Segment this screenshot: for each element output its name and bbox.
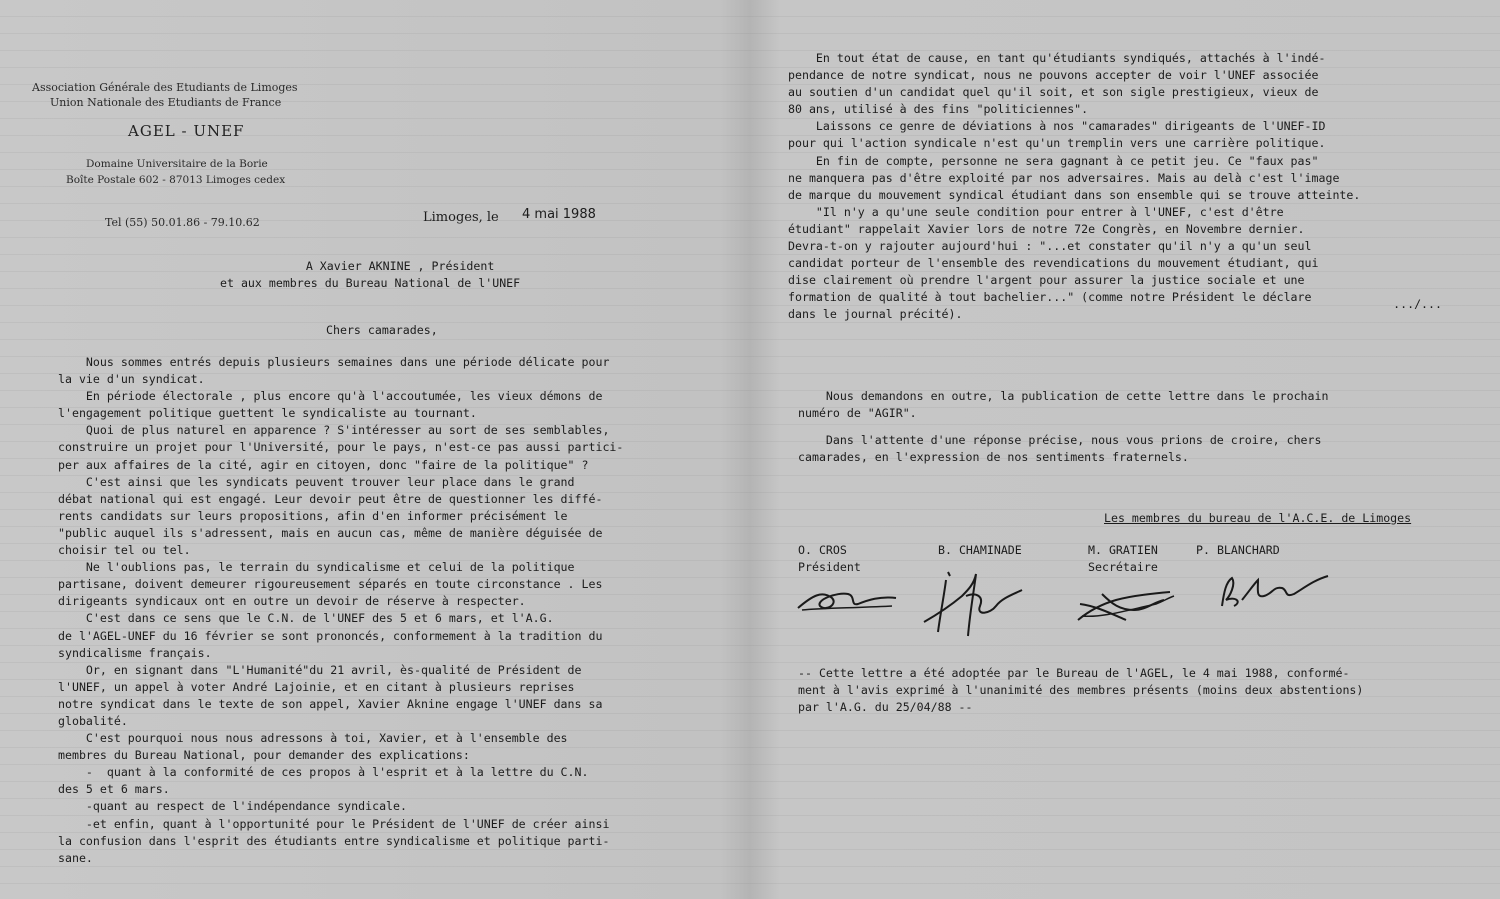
signature-blanchard [1214, 566, 1334, 616]
footnote-line: par l'A.G. du 25/04/88 -- [798, 700, 973, 715]
dateline-place: Limoges, le [423, 210, 499, 225]
body-line: -quant au respect de l'indépendance syndicale. [58, 799, 408, 814]
signatory-chaminade [938, 542, 1022, 559]
body-line: C'est pourquoi nous nous adressons à toi, Xavier, et à l'ensemble des [58, 731, 568, 746]
body-line: Devra-t-on y rajouter aujourd'hui : "...et constater qu'il n'y a qu'un seul [788, 239, 1312, 254]
body-line: de marque du mouvement syndical étudiant dans son ensemble qui se trouve atteinte. [788, 187, 1361, 202]
letterhead-address-line: Domaine Universitaire de la Borie [86, 158, 268, 170]
closing-block [798, 388, 1328, 466]
body-line: 80 ans, utilisé à des fins "politiciennes". [788, 102, 1089, 117]
body-line: "public auquel ils s'adressent, mais en aucun cas, même de manière déguisée de [58, 525, 603, 540]
signature-cros [792, 578, 902, 620]
body-line: sane. [58, 850, 93, 865]
body-line: l'UNEF, un appel à voter André Lajoinie, et en citant à plusieurs reprises [58, 679, 575, 694]
dateline-date: 4 mai 1988 [522, 207, 596, 222]
signatory-name: P. BLANCHARD [1196, 543, 1280, 557]
body-line: Ne l'oublions pas, le terrain du syndicalisme et celui de la politique [58, 560, 575, 575]
body-line: - quant à la conformité de ces propos à l'esprit et à la lettre du C.N. [58, 765, 589, 780]
body-line: au soutien d'un candidat quel qu'il soit, et son sigle prestigieux, vieux de [788, 85, 1319, 100]
body-line: formation de qualité à tout bachelier..." (comme notre Président le déclare [788, 290, 1312, 305]
addressee-line: et aux membres du Bureau National de l'UNEF [220, 276, 521, 291]
footnote-line: ment à l'avis exprimé à l'unanimité des membres présents (moins deux abstentions) [798, 683, 1364, 698]
signatory-name: M. GRATIEN [1088, 543, 1158, 557]
letterhead-address [66, 156, 285, 188]
body-line: choisir tel ou tel. [58, 543, 191, 558]
body-line: per aux affaires de la cité, agir en citoyen, donc "faire de la politique" ? [58, 457, 589, 472]
body-line: ne manquera pas d'être exploité par nos adversaires. Mais au delà c'est l'image [788, 170, 1340, 185]
closing-line: Dans l'attente d'une réponse précise, nous vous prions de croire, chers [798, 433, 1322, 448]
adoption-footnote [798, 665, 1363, 716]
body-line: syndicalisme français. [58, 645, 212, 660]
body-line: notre syndicat dans le texte de son appel, Xavier Aknine engage l'UNEF dans sa [58, 696, 603, 711]
closing-paragraph [798, 432, 1328, 466]
letterhead-phone: Tel (55) 50.01.86 - 79.10.62 [105, 216, 260, 229]
body-line: Laissons ce genre de déviations à nos "camarades" dirigeants de l'UNEF-ID [788, 119, 1326, 134]
signatory-role: Président [798, 560, 861, 575]
signatory-name: B. CHAMINADE [938, 543, 1022, 557]
body-line: dirigeants syndicaux ont en outre un devoir de réserve à respecter. [58, 594, 526, 609]
body-line: la vie d'un syndicat. [58, 372, 205, 387]
closing-line: camarades, en l'expression de nos sentiments fraternels. [798, 450, 1189, 465]
signature-gratien [1072, 580, 1182, 630]
body-line: C'est ainsi que les syndicats peuvent trouver leur place dans le grand [58, 474, 575, 489]
letterhead-org [32, 80, 372, 110]
body-line: Or, en signant dans "L'Humanité"du 21 avril, ès-qualité de Président de [58, 662, 582, 677]
signatory-cros [798, 542, 861, 576]
body-line: -et enfin, quant à l'opportunité pour le Président de l'UNEF de créer ainsi [58, 816, 610, 831]
body-line: rents candidats sur leurs propositions, afin d'en informer précisément le [58, 508, 568, 523]
body-line: En fin de compte, personne ne sera gagnant à ce petit jeu. Ce "faux pas" [788, 153, 1319, 168]
letter-body-left [58, 354, 738, 867]
signature-chaminade [918, 566, 1028, 640]
letterhead-address-line: Boîte Postale 602 - 87013 Limoges cedex [66, 174, 286, 186]
footnote-line: -- Cette lettre a été adoptée par le Bureau de l'AGEL, le 4 mai 1988, conformé- [798, 666, 1350, 680]
body-line: construire un projet pour l'Université, pour le pays, n'est-ce pas aussi partici- [58, 440, 624, 455]
body-line: "Il n'y a qu'une seule condition pour entrer à l'UNEF, c'est d'être [788, 204, 1284, 219]
body-line: En période électorale , plus encore qu'à l'accoutumée, les vieux démons de [58, 389, 603, 404]
body-line: globalité. [58, 713, 128, 728]
body-line: la confusion dans l'esprit des étudiants entre syndicalisme et politique parti- [58, 833, 610, 848]
body-line: pour qui l'action syndicale n'est qu'un tremplin vers une carrière politique. [788, 136, 1326, 151]
closing-paragraph [798, 388, 1328, 422]
body-line: de l'AGEL-UNEF du 16 février se sont prononcés, conformement à la tradition du [58, 628, 603, 643]
body-line: l'engagement politique guettent le syndicaliste au tournant. [58, 406, 477, 421]
closing-line: numéro de "AGIR". [798, 406, 917, 421]
continuation-marker: .../... [1393, 297, 1442, 311]
body-line: Quoi de plus naturel en apparence ? S'intéresser au sort de ses semblables, [58, 423, 610, 438]
signatory-blanchard [1196, 542, 1280, 559]
body-line: Nous sommes entrés depuis plusieurs semaines dans une période délicate pour [58, 355, 610, 369]
closing-line: Nous demandons en outre, la publication de cette lettre dans le prochain [798, 389, 1329, 403]
body-line: membres du Bureau National, pour demander des explications: [58, 748, 470, 763]
body-line: dans le journal précité). [788, 307, 963, 322]
salutation: Chers camarades, [326, 323, 438, 337]
signoff-line: Les membres du bureau de l'A.C.E. de Limoges [1104, 511, 1412, 525]
body-line: candidat porteur de l'ensemble des revendications du mouvement étudiant, qui [788, 256, 1319, 271]
body-line: pendance de notre syndicat, nous ne pouvons accepter de voir l'UNEF associée [788, 68, 1319, 83]
body-line: étudiant" rappelait Xavier lors de notre 72e Congrès, en Novembre dernier. [788, 221, 1305, 236]
right-page [752, 0, 1500, 899]
signatory-role: Secrétaire [1088, 560, 1158, 575]
letterhead-org-line: Union Nationale des Etudiants de France [50, 96, 282, 109]
letterhead-title: AGEL - UNEF [128, 122, 245, 140]
body-line: débat national qui est engagé. Leur devoir peut être de questionner les diffé- [58, 491, 603, 506]
body-line: des 5 et 6 mars. [58, 782, 170, 797]
body-line: dise clairement où prendre l'argent pour assurer la justice sociale et une [788, 273, 1305, 288]
signatory-name: O. CROS [798, 543, 847, 557]
body-line: partisane, doivent demeurer rigoureusement séparés en toute circonstance . Les [58, 577, 603, 592]
letter-body-right [788, 50, 1448, 324]
signatory-gratien [1088, 542, 1158, 576]
addressee-block [220, 258, 520, 292]
body-line: En tout état de cause, en tant qu'étudiants syndiqués, attachés à l'indé- [788, 51, 1326, 65]
addressee-line: A Xavier AKNINE , Président [305, 259, 495, 273]
body-line: C'est dans ce sens que le C.N. de l'UNEF des 5 et 6 mars, et l'A.G. [58, 611, 554, 626]
letterhead-org-line: Association Générale des Etudiants de Limoges [32, 81, 298, 94]
